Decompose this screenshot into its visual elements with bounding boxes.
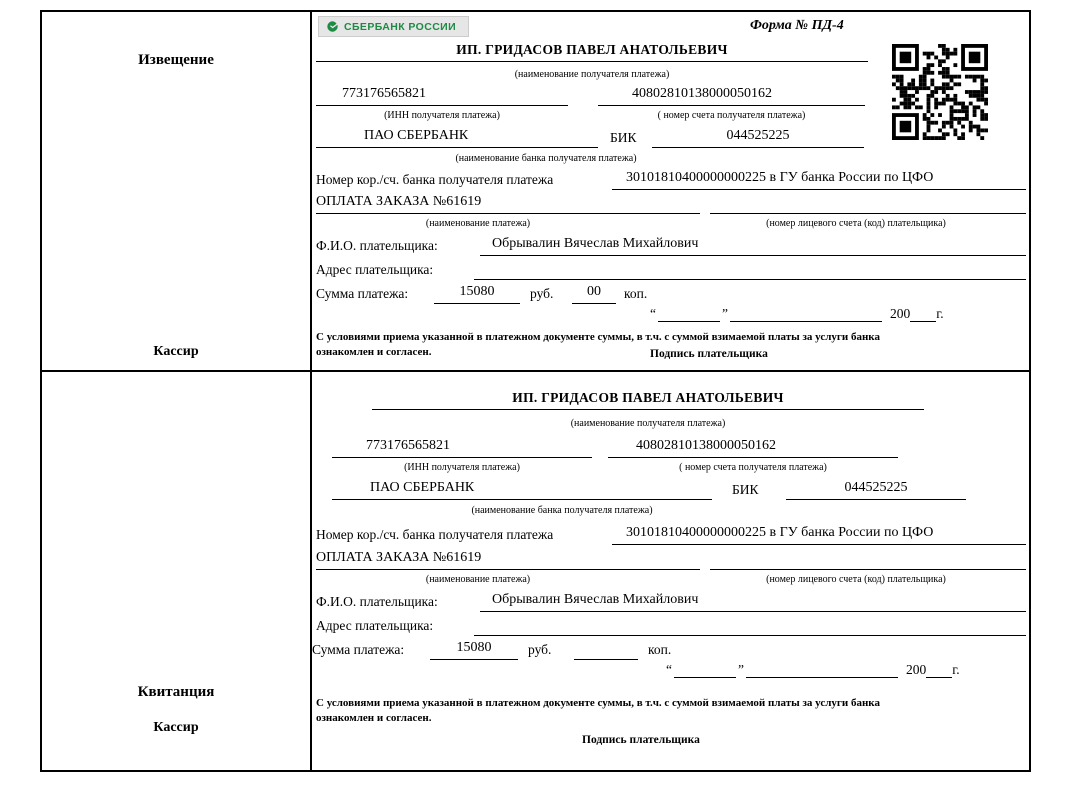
cashier-label-1: Кассир <box>153 344 199 359</box>
date-line <box>648 306 944 322</box>
payer-name-label: Ф.И.О. плательщика: <box>316 238 438 253</box>
account-value: 40802810138000050162 <box>608 438 898 458</box>
amount-rubles-value: 15080 <box>430 640 518 660</box>
corr-account-value: 30101810400000000225 в ГУ банка России по ЦФО <box>612 525 1026 545</box>
date-year-suffix: г. <box>936 306 944 321</box>
personal-account-caption: (номер лицевого счета (код) плательщика) <box>766 218 946 229</box>
amount-label: Сумма платежа: <box>316 286 409 301</box>
date-quote-open: “ <box>650 306 656 321</box>
corr-account-label: Номер кор./сч. банка получателя платежа <box>316 172 554 187</box>
date-year-prefix: 200 <box>906 662 927 677</box>
agreement-line1: С условиями приема указанной в платежном документе суммы, в т.ч. с суммой взимаемой платы за услуги банка <box>316 697 880 709</box>
date-quote-close: ” <box>738 662 744 677</box>
account-caption: ( номер счета получателя платежа) <box>679 462 827 473</box>
payer-address-line <box>474 260 1026 280</box>
inn-caption: (ИНН получателя платежа) <box>384 110 500 121</box>
payer-name-label: Ф.И.О. плательщика: <box>316 594 438 609</box>
kopecks-label: коп. <box>624 286 648 301</box>
corr-account-label: Номер кор./сч. банка получателя платежа <box>316 527 554 542</box>
sberbank-logo-text: СБЕРБАНК РОССИИ <box>344 20 457 33</box>
date-year-line <box>910 306 936 322</box>
inn-value: 773176565821 <box>316 86 568 106</box>
date-year-line <box>926 662 952 678</box>
payer-name-value: Обрывалин Вячеслав Михайлович <box>480 236 1026 256</box>
receipt-body <box>312 372 1029 770</box>
sberbank-logo <box>318 16 469 37</box>
date-quote-close: ” <box>722 306 728 321</box>
inn-caption: (ИНН получателя платежа) <box>404 462 520 473</box>
inn-value: 773176565821 <box>332 438 592 458</box>
bik-label: БИК <box>732 482 759 497</box>
payee-caption: (наименование получателя платежа) <box>570 418 726 429</box>
notice-label: Извещение <box>138 52 214 68</box>
cashier-label-2: Кассир <box>153 720 199 735</box>
payer-code-line <box>710 194 1026 214</box>
qr-code <box>892 44 988 140</box>
notice-body <box>312 12 1029 370</box>
receipt-label: Квитанция <box>137 684 215 700</box>
notice-side-column <box>42 12 312 370</box>
receipt-side-column <box>42 372 312 770</box>
payer-address-label: Адрес плательщика: <box>316 262 434 277</box>
payer-address-line <box>474 616 1026 636</box>
payee-name: ИП. ГРИДАСОВ ПАВЕЛ АНАТОЛЬЕВИЧ <box>372 390 924 410</box>
date-month-line <box>746 662 898 678</box>
sberbank-logo-icon <box>326 20 339 33</box>
account-value: 40802810138000050162 <box>598 86 865 106</box>
date-quote-open: “ <box>666 662 672 677</box>
agreement-line1: С условиями приема указанной в платежном документе суммы, в т.ч. с суммой взимаемой платы за услуги банка <box>316 331 880 343</box>
rubles-label: руб. <box>528 642 552 657</box>
bank-caption: (наименование банка получателя платежа) <box>471 505 653 516</box>
agreement-line2: ознакомлен и согласен. <box>316 712 432 725</box>
corr-account-value: 30101810400000000225 в ГУ банка России по ЦФО <box>612 170 1026 190</box>
agreement-text <box>316 696 1028 727</box>
amount-label: Сумма платежа: <box>312 642 405 657</box>
date-day-line <box>658 306 720 322</box>
bank-caption: (наименование банка получателя платежа) <box>455 153 637 164</box>
payment-caption: (наименование платежа) <box>425 218 531 229</box>
personal-account-caption: (номер лицевого счета (код) плательщика) <box>766 574 946 585</box>
agreement-line2: ознакомлен и согласен. <box>316 346 432 359</box>
payer-code-line <box>710 550 1026 570</box>
kopecks-label: коп. <box>648 642 672 657</box>
bik-value: 044525225 <box>786 480 966 500</box>
date-month-line <box>730 306 882 322</box>
date-year-prefix: 200 <box>890 306 911 321</box>
payer-signature-label: Подпись плательщика <box>582 734 700 746</box>
account-caption: ( номер счета получателя платежа) <box>657 110 806 121</box>
date-year-suffix: г. <box>952 662 960 677</box>
payment-purpose-value: ОПЛАТА ЗАКАЗА №61619 <box>316 550 700 570</box>
bik-label: БИК <box>610 130 637 145</box>
rubles-label: руб. <box>530 286 554 301</box>
payer-address-label: Адрес плательщика: <box>316 618 434 633</box>
payee-caption: (наименование получателя платежа) <box>514 69 670 80</box>
date-line <box>664 662 960 678</box>
payee-name: ИП. ГРИДАСОВ ПАВЕЛ АНАТОЛЬЕВИЧ <box>316 42 868 62</box>
form-frame <box>40 10 1031 772</box>
receipt-section <box>42 372 1029 770</box>
form-number: Форма № ПД-4 <box>750 18 844 33</box>
amount-kopecks-value: 00 <box>572 284 616 304</box>
bank-name-value: ПАО СБЕРБАНК <box>332 480 712 500</box>
bank-name-value: ПАО СБЕРБАНК <box>316 128 598 148</box>
notice-section <box>42 12 1029 372</box>
amount-kopecks-value <box>574 640 638 660</box>
payment-purpose-value: ОПЛАТА ЗАКАЗА №61619 <box>316 194 700 214</box>
payer-signature-label: Подпись плательщика <box>650 348 768 360</box>
bik-value: 044525225 <box>652 128 864 148</box>
amount-rubles-value: 15080 <box>434 284 520 304</box>
payer-name-value: Обрывалин Вячеслав Михайлович <box>480 592 1026 612</box>
payment-caption: (наименование платежа) <box>425 574 531 585</box>
date-day-line <box>674 662 736 678</box>
